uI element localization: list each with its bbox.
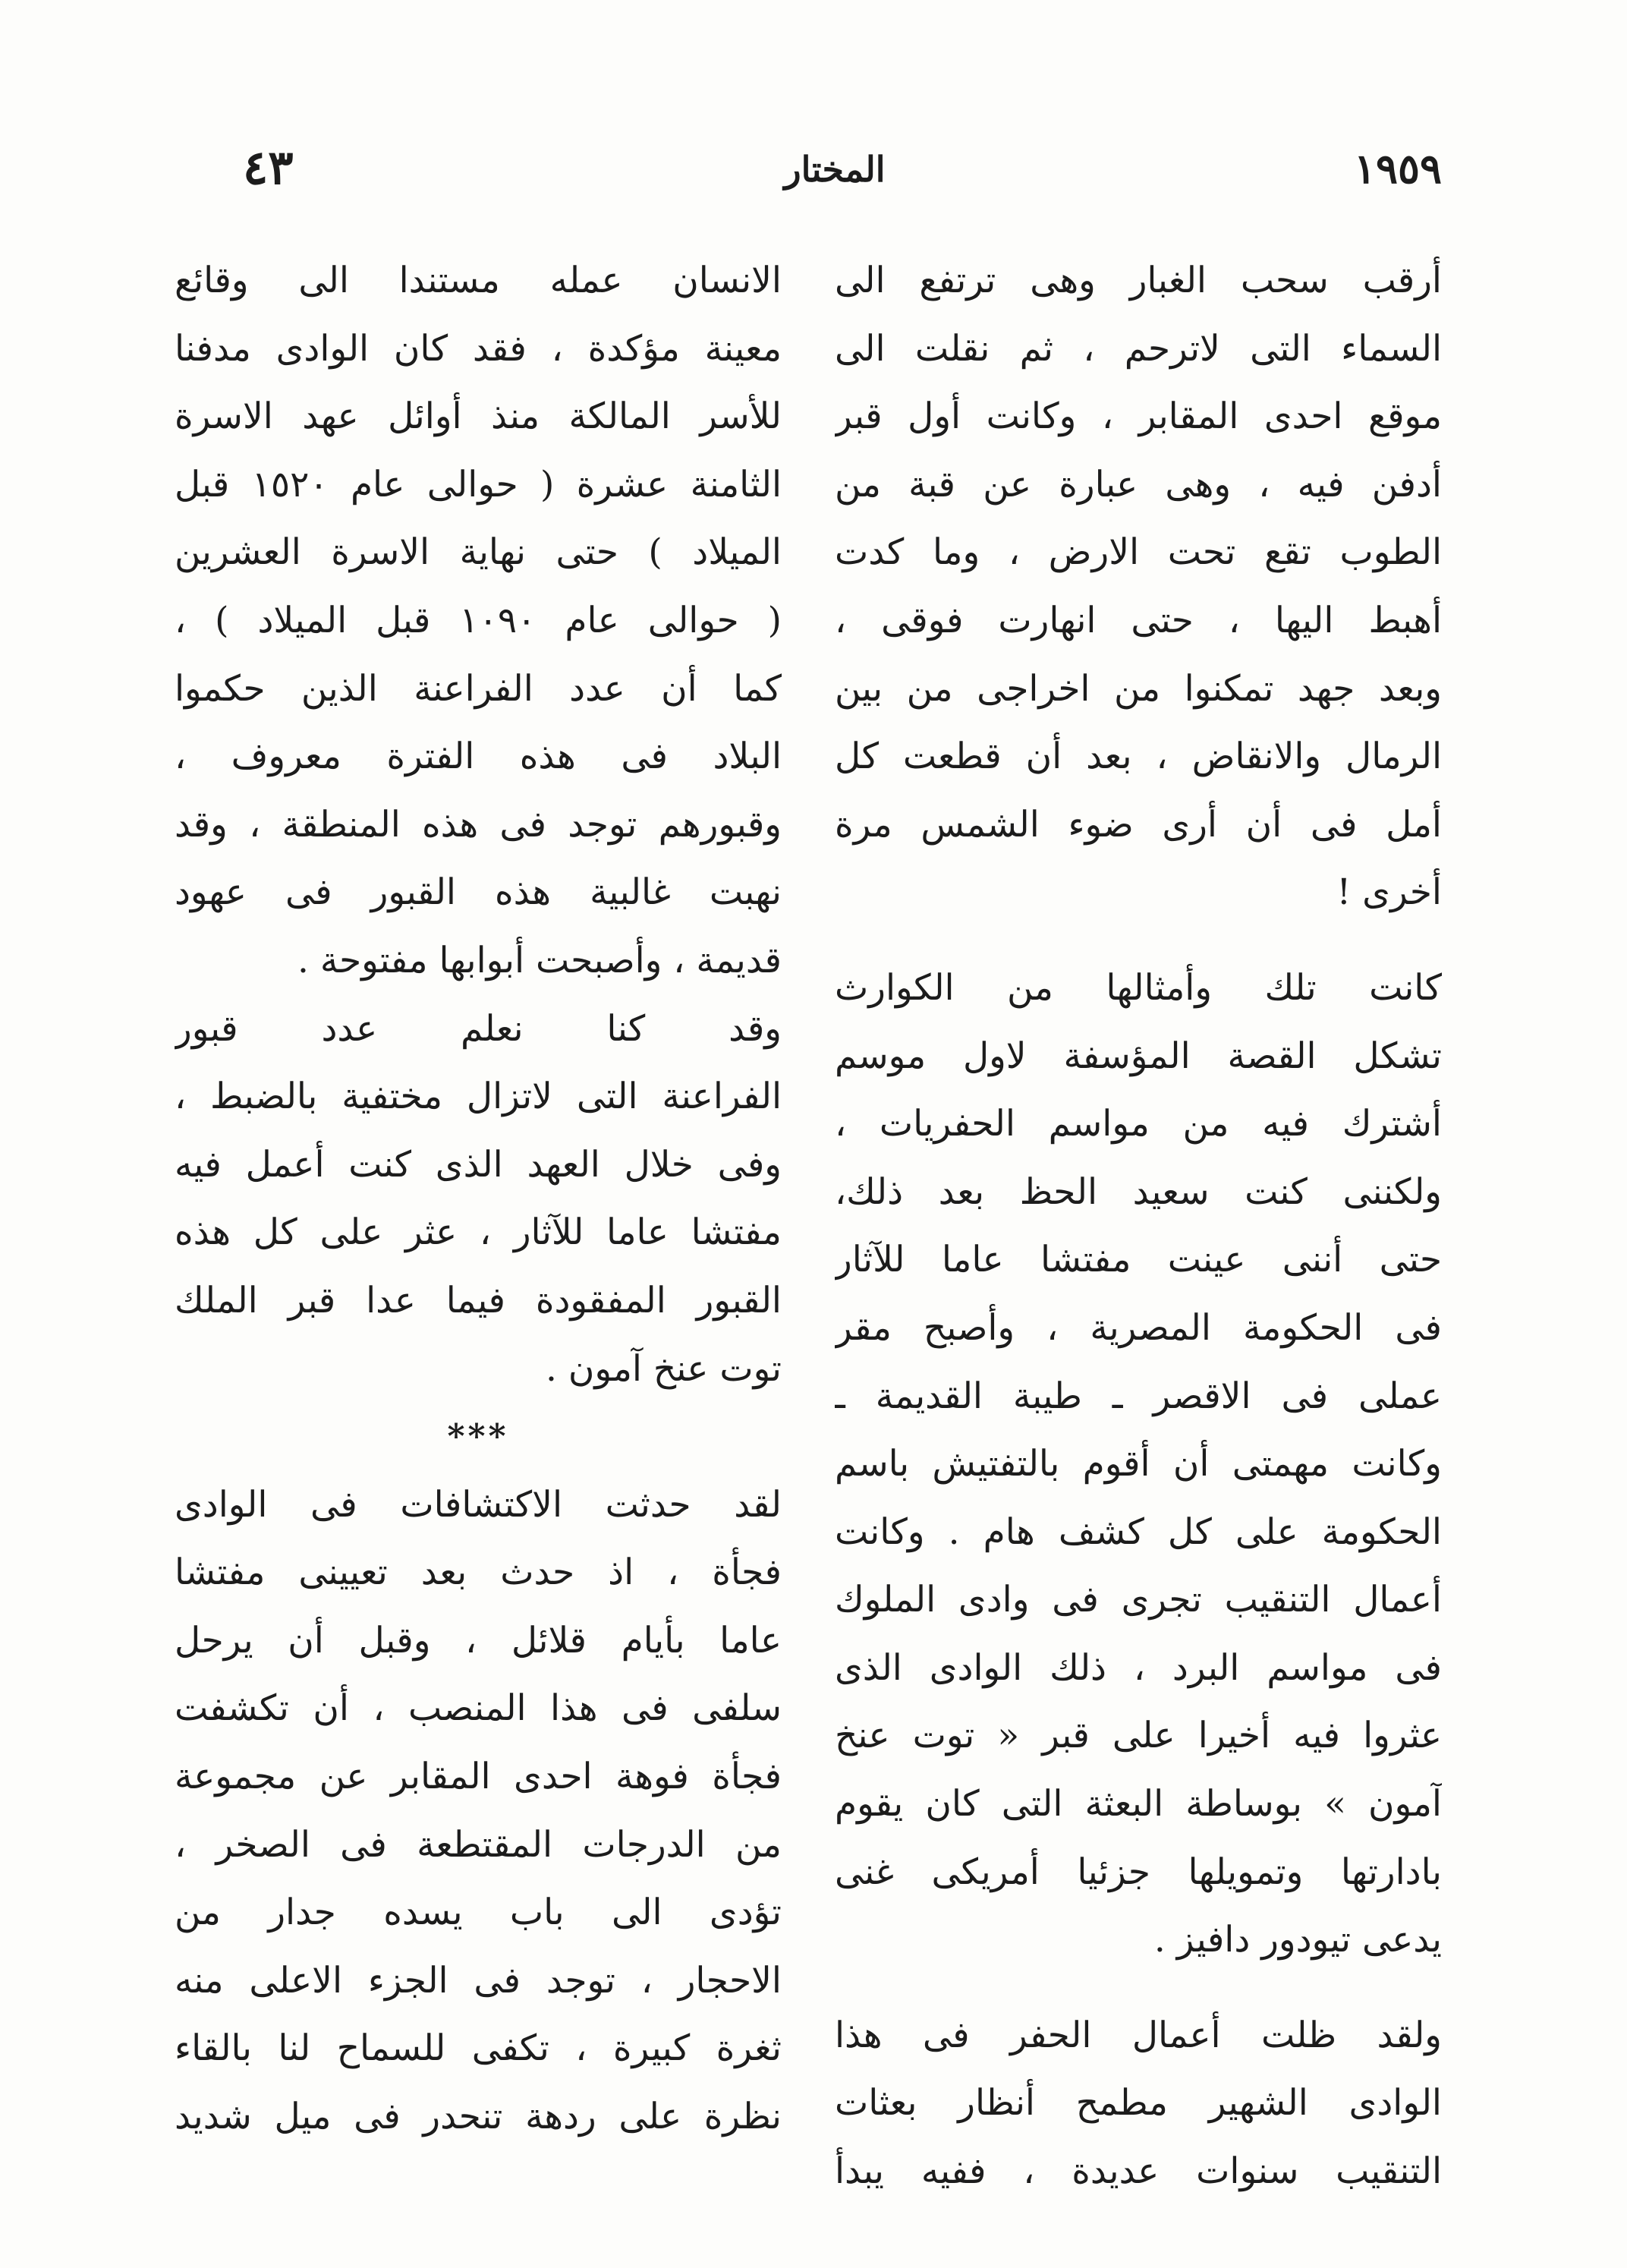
text-line: أهبط اليها ، حتى انهارت فوقى ، [835,599,1442,641]
text-line: أشترك فيه من مواسم الحفريات ، [835,1103,1442,1145]
text-line: وفى خلال العهد الذى كنت أعمل فيه [175,1143,782,1186]
text-line: أخرى ! [1336,871,1442,914]
text-line: يدعى تيودور دافيز . [1153,1919,1442,1961]
paragraph [835,954,1442,1974]
text-line: من الدرجات المقتطعة فى الصخر ، [175,1823,782,1866]
text-line: كانت تلك وأمثالها من الكوارث [835,966,1442,1009]
text-line: السماء التى لاترحم ، ثم نقلت الى [835,327,1442,370]
paragraph [175,1471,782,2151]
text-line: فى مواسم البرد ، ذلك الوادى الذى [835,1646,1442,1689]
text-line: الثامنة عشرة ( حوالى عام ١٥٢٠ قبل [175,463,782,506]
text-line: الحكومة على كل كشف هام . وكانت [835,1510,1442,1553]
text-line: عاما بأيام قلائل ، وقبل أن يرحل [175,1619,782,1662]
issue-year: ١٩٥٩ [1353,144,1442,193]
right-column [835,247,1442,2206]
text-line: أمل فى أن أرى ضوء الشمس مرة [835,803,1442,846]
text-line: نظرة على ردهة تنحدر فى ميل شديد [175,2096,782,2138]
text-line: فجأة ، اذ حدث بعد تعيينى مفتشا [175,1551,782,1594]
text-line: الوادى الشهير مطمح أنظار بعثات [835,2082,1442,2125]
text-line: عثروا فيه أخيرا على قبر « توت عنخ [835,1715,1442,1757]
text-line: وكانت مهمتى أن أقوم بالتفتيش باسم [835,1443,1442,1485]
text-line: وقبورهم توجد فى هذه المنطقة ، وقد [175,803,782,846]
text-line: وقد كنا نعلم عدد قبور [175,1007,782,1050]
text-line: وبعد جهد تمكنوا من اخراجى من بين [835,667,1442,710]
text-line: أرقب سحب الغبار وهى ترتفع الى [835,260,1442,301]
page-number: ٤٣ [243,140,294,195]
paragraph [835,2002,1442,2206]
text-line: عملى فى الاقصر ـ طيبة القديمة ـ [835,1375,1442,1417]
text-line: الانسان عمله مستندا الى وقائع [175,260,782,301]
text-line: معينة مؤكدة ، فقد كان الوادى مدفنا [175,327,782,370]
text-line: ولقد ظلت أعمال الحفر فى هذا [835,2014,1442,2056]
text-line: الاحجار ، توجد فى الجزء الاعلى منه [175,1959,782,2002]
text-line: البلاد فى هذه الفترة معروف ، [175,736,782,778]
text-line: مفتشا عاما للآثار ، عثر على كل هذه [175,1211,782,1254]
magazine-title: المختار [784,149,886,190]
text-line: أدفن فيه ، وهى عبارة عن قبة من [835,463,1442,506]
text-line: الميلاد ) حتى نهاية الاسرة العشرين [175,531,782,574]
text-line: كما أن عدد الفراعنة الذين حكموا [175,667,782,710]
text-line: فى الحكومة المصرية ، وأصبح مقر [835,1306,1442,1349]
text-line: القبور المفقودة فيما عدا قبر الملك [175,1279,782,1321]
text-line: الرمال والانقاض ، بعد أن قطعت كل [835,736,1442,778]
paragraph [175,247,782,995]
text-line: التنقيب سنوات عديدة ، ففيه يبدأ [835,2150,1442,2193]
text-line: نهبت غالبية هذه القبور فى عهود [175,871,782,914]
text-line: الفراعنة التى لاتزال مختفية بالضبط ، [175,1076,782,1118]
text-line: موقع احدى المقابر ، وكانت أول قبر [835,395,1442,438]
text-line: أعمال التنقيب تجرى فى وادى الملوك [835,1579,1442,1621]
left-column [175,247,782,2151]
paragraph [835,247,1442,927]
section-separator: *** [447,1417,509,1457]
text-line: تؤدى الى باب يسده جدار من [175,1892,782,1934]
text-line: آمون » بوساطة البعثة التى كان يقوم [835,1783,1442,1825]
text-line: حتى أننى عينت مفتشا عاما للآثار [835,1239,1442,1281]
text-line: ( حوالى عام ١٠٩٠ قبل الميلاد ) ، [175,599,782,641]
text-line: قديمة ، وأصبحت أبوابها مفتوحة . [297,939,782,981]
paragraph [175,995,782,1403]
text-line: سلفى فى هذا المنصب ، أن تكشفت [175,1687,782,1730]
text-line: الطوب تقع تحت الارض ، وما كدت [835,531,1442,574]
page-header [228,140,1442,213]
text-line: ولكننى كنت سعيد الحظ بعد ذلك، [835,1170,1442,1213]
text-line: للأسر المالكة منذ أوائل عهد الاسرة [175,395,782,438]
text-line: فجأة فوهة احدى المقابر عن مجموعة [175,1756,782,1798]
text-line: لقد حدثت الاكتشافات فى الوادى [175,1483,782,1526]
text-line: بادارتها وتمويلها جزئيا أمريكى غنى [835,1851,1442,1893]
text-line: تشكل القصة المؤسفة لاول موسم [835,1035,1442,1077]
text-line: ثغرة كبيرة ، تكفى للسماح لنا بالقاء [175,2027,782,2070]
text-line: توت عنخ آمون . [546,1347,782,1390]
